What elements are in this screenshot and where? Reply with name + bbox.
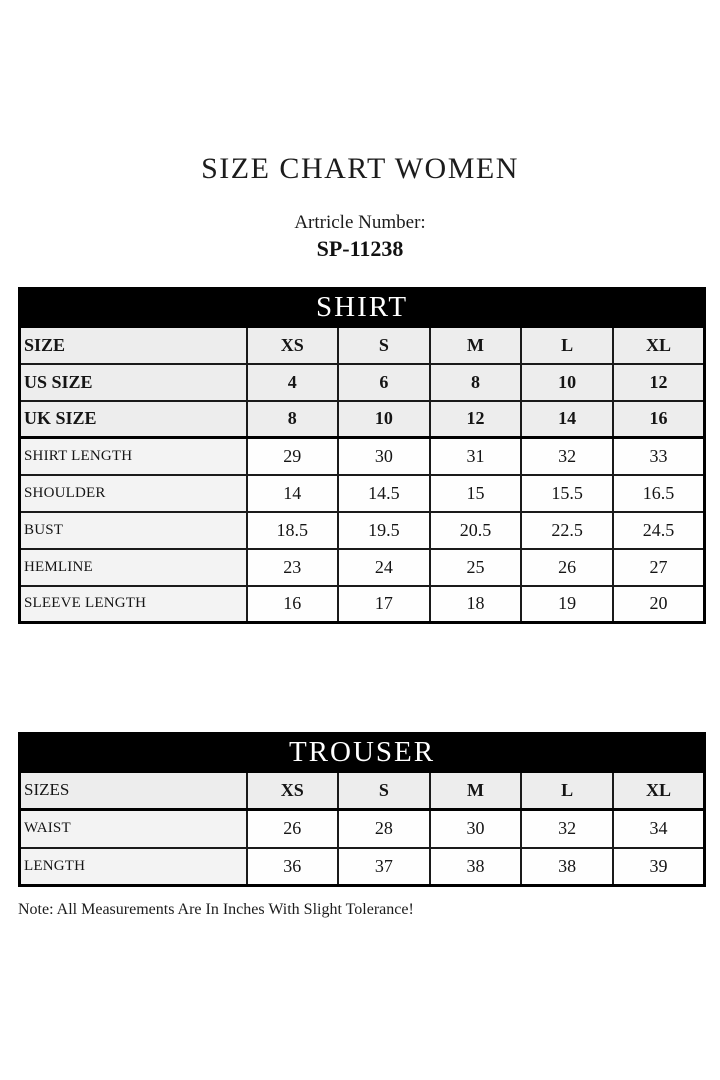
size-value-cell: 10 (338, 401, 430, 438)
size-value-cell: S (338, 772, 430, 810)
measurement-value-cell: 23 (247, 549, 339, 586)
row-label-cell: WAIST (20, 810, 247, 848)
trouser-table-title: TROUSER (20, 734, 705, 772)
measurement-row (20, 810, 705, 848)
measurement-row (20, 848, 705, 886)
size-value-cell: 12 (430, 401, 522, 438)
article-number-value: SP-11238 (316, 236, 404, 261)
size-value-cell: XL (613, 327, 705, 364)
measurement-value-cell: 26 (247, 810, 339, 848)
measurement-value-cell: 19 (521, 586, 613, 623)
measurement-row (20, 438, 705, 475)
size-value-cell: 4 (247, 364, 339, 401)
size-value-cell: 8 (430, 364, 522, 401)
row-label-cell: US SIZE (20, 364, 247, 401)
row-label-cell: UK SIZE (20, 401, 247, 438)
measurement-value-cell: 19.5 (338, 512, 430, 549)
measurement-value-cell: 24.5 (613, 512, 705, 549)
measurement-value-cell: 18.5 (247, 512, 339, 549)
size-header-row (20, 401, 705, 438)
size-value-cell: XL (613, 772, 705, 810)
measurement-value-cell: 27 (613, 549, 705, 586)
size-value-cell: L (521, 327, 613, 364)
measurement-value-cell: 22.5 (521, 512, 613, 549)
size-value-cell: M (430, 772, 522, 810)
measurements-footnote: Note: All Measurements Are In Inches With Slight Tolerance! (18, 901, 414, 918)
measurement-value-cell: 39 (613, 848, 705, 886)
size-value-cell: L (521, 772, 613, 810)
size-value-cell: 6 (338, 364, 430, 401)
measurement-row (20, 512, 705, 549)
measurement-value-cell: 17 (338, 586, 430, 623)
measurement-value-cell: 18 (430, 586, 522, 623)
size-value-cell: 16 (613, 401, 705, 438)
size-header-row (20, 327, 705, 364)
row-label-cell: SHIRT LENGTH (20, 438, 247, 475)
size-value-cell: 8 (247, 401, 339, 438)
measurement-value-cell: 31 (430, 438, 522, 475)
measurement-value-cell: 37 (338, 848, 430, 886)
size-value-cell: M (430, 327, 522, 364)
row-label-cell: HEMLINE (20, 549, 247, 586)
measurement-value-cell: 20.5 (430, 512, 522, 549)
measurement-value-cell: 38 (430, 848, 522, 886)
shirt-table-title: SHIRT (20, 289, 705, 327)
size-header-row (20, 364, 705, 401)
row-label-cell: SIZES (20, 772, 247, 810)
row-label-cell: SIZE (20, 327, 247, 364)
size-value-cell: 10 (521, 364, 613, 401)
measurement-value-cell: 24 (338, 549, 430, 586)
measurement-value-cell: 30 (338, 438, 430, 475)
measurement-value-cell: 32 (521, 810, 613, 848)
measurement-value-cell: 14 (247, 475, 339, 512)
size-value-cell: S (338, 327, 430, 364)
page-title: SIZE CHART WOMEN (201, 152, 519, 185)
row-label-cell: BUST (20, 512, 247, 549)
measurement-value-cell: 26 (521, 549, 613, 586)
size-value-cell: XS (247, 327, 339, 364)
shirt-table-header-band (20, 289, 705, 327)
measurement-value-cell: 32 (521, 438, 613, 475)
measurement-value-cell: 14.5 (338, 475, 430, 512)
shirt-size-table (18, 287, 706, 624)
measurement-value-cell: 15.5 (521, 475, 613, 512)
measurement-value-cell: 16 (247, 586, 339, 623)
measurement-value-cell: 30 (430, 810, 522, 848)
article-number-label: Artricle Number: (294, 212, 426, 233)
measurement-value-cell: 15 (430, 475, 522, 512)
measurement-value-cell: 28 (338, 810, 430, 848)
measurement-value-cell: 36 (247, 848, 339, 886)
measurement-value-cell: 16.5 (613, 475, 705, 512)
measurement-value-cell: 34 (613, 810, 705, 848)
measurement-value-cell: 33 (613, 438, 705, 475)
row-label-cell: SLEEVE LENGTH (20, 586, 247, 623)
measurement-row (20, 475, 705, 512)
row-label-cell: LENGTH (20, 848, 247, 886)
trouser-size-table (18, 732, 706, 887)
size-value-cell: XS (247, 772, 339, 810)
size-value-cell: 14 (521, 401, 613, 438)
measurement-value-cell: 38 (521, 848, 613, 886)
measurement-row (20, 586, 705, 623)
measurement-value-cell: 25 (430, 549, 522, 586)
trouser-table-header-band (20, 734, 705, 772)
measurement-value-cell: 29 (247, 438, 339, 475)
size-header-row (20, 772, 705, 810)
size-value-cell: 12 (613, 364, 705, 401)
measurement-value-cell: 20 (613, 586, 705, 623)
row-label-cell: SHOULDER (20, 475, 247, 512)
measurement-row (20, 549, 705, 586)
